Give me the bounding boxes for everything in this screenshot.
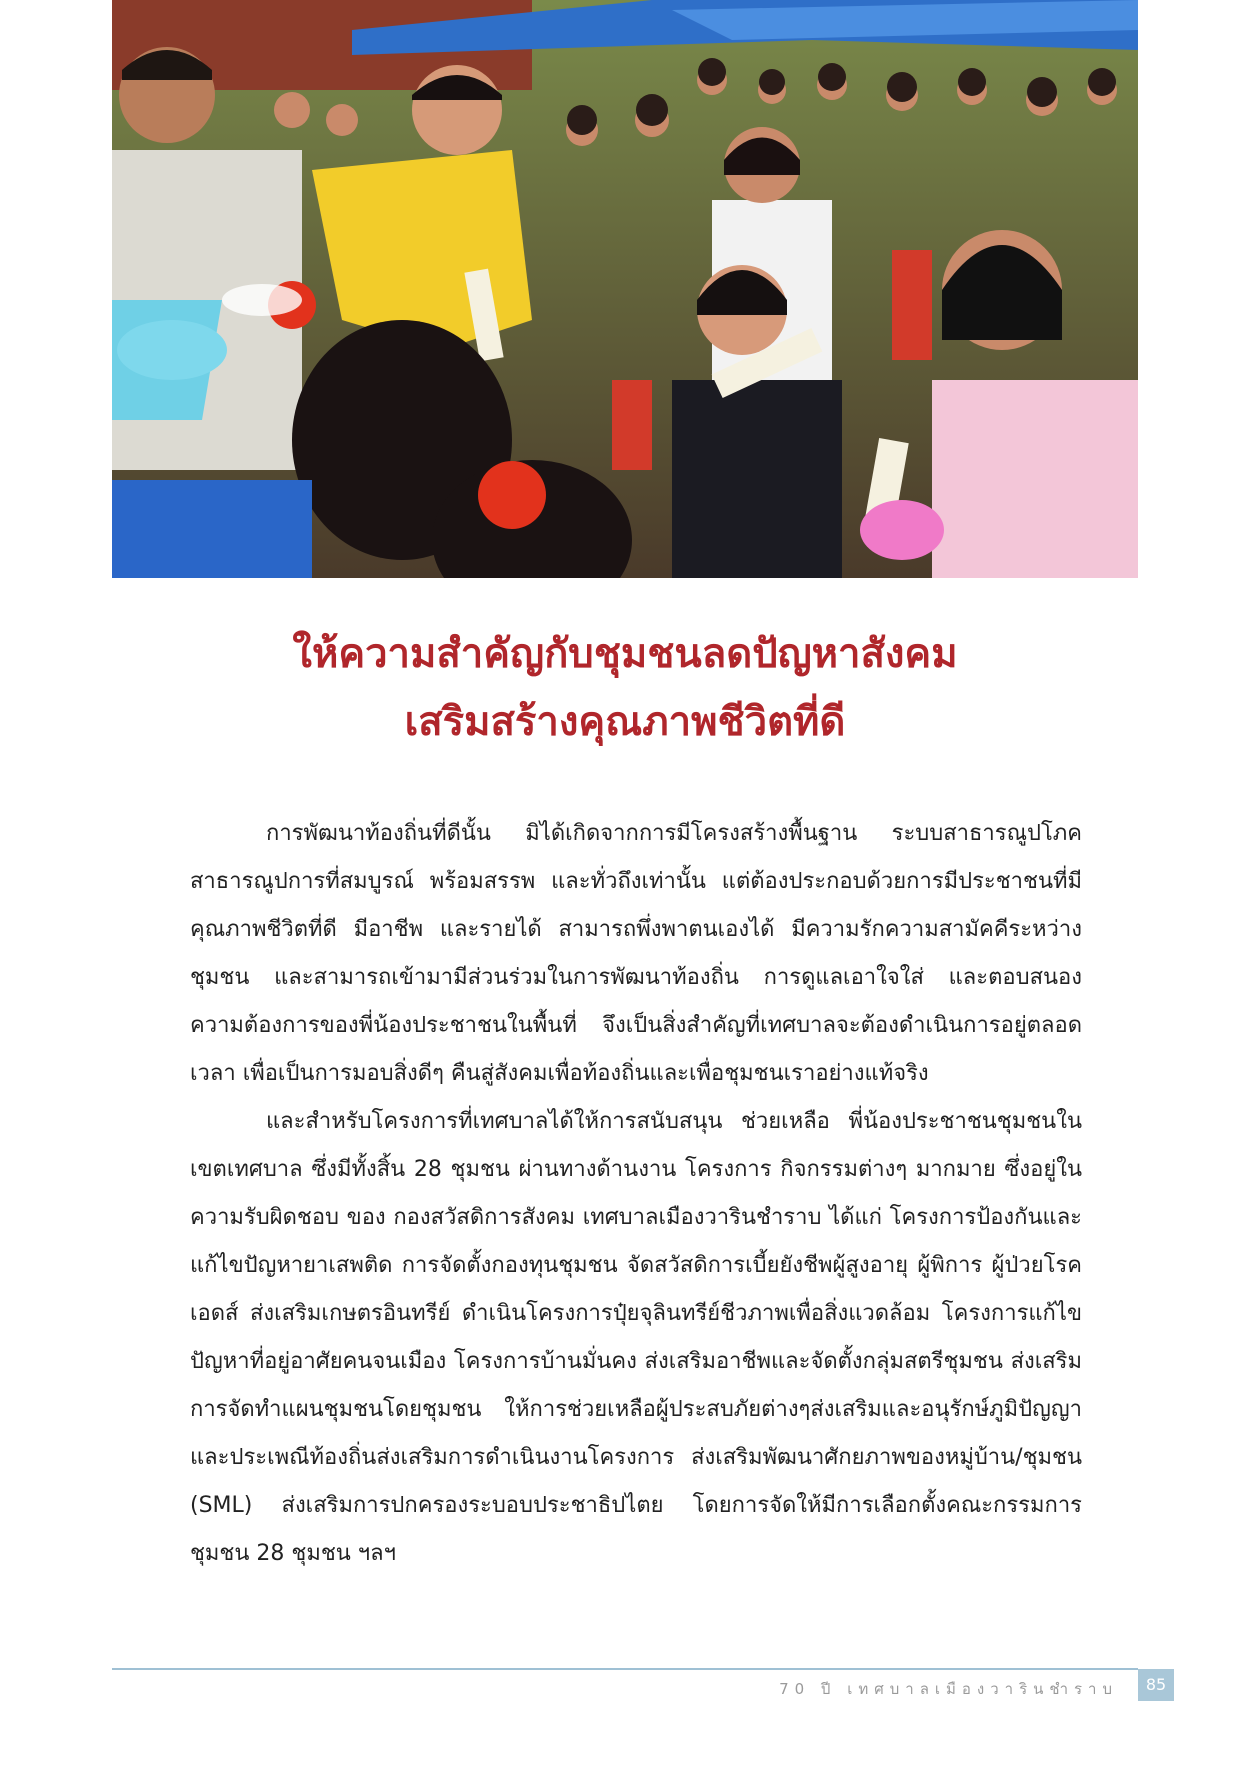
photo-illustration (112, 0, 1138, 578)
footer-running-title: 70 ปี เทศบาลเมืองวารินชำราบ (779, 1680, 1118, 1698)
headline-line-1: ให้ความสำคัญกับชุมชนลดปัญหาสังคม (292, 631, 958, 677)
page-number: 85 (1138, 1669, 1174, 1701)
community-event-photo (112, 0, 1138, 578)
footer-divider (112, 1668, 1138, 1670)
headline-line-2: เสริมสร้างคุณภาพชีวิตที่ดี (404, 699, 846, 745)
paragraph: และสำหรับโครงการที่เทศบาลได้ให้การสนับสนุน ช่วยเหลือ พี่น้องประชาชนชุมชนในเขตเทศบาล ซึ่งมีทั้งสิ้น 28 ชุมชน ผ่านทางด้านงาน โครงการ กิจกรรมต่างๆ มากมาย ซึ่งอยู่ในความรับผิดชอบ ของ กองสวัสดิการสังคม เทศบาลเมืองวารินชำราบ ได้แก่ โครงการป้องกันและแก้ไขปัญหายาเสพติด การจัดตั้งกองทุนชุมชน จัดสวัสดิการเบี้ยยังชีพผู้สูงอายุ ผู้พิการ ผู้ป่วยโรคเอดส์ ส่งเสริมเกษตรอินทรีย์ ดำเนินโครงการปุ๋ยจุลินทรีย์ชีวภาพเพื่อสิ่งแวดล้อม โครงการแก้ไขปัญหาที่อยู่อาศัยคนจนเมือง โครงการบ้านมั่นคง ส่งเสริมอาชีพและจัดตั้งกลุ่มสตรีชุมชน ส่งเสริมการจัดทำแผนชุมชนโดยชุมชน ให้การช่วยเหลือผู้ประสบภัยต่างๆส่งเสริมและอนุรักษ์ภูมิปัญญาและประเพณีท้องถิ่นส่งเสริมการดำเนินงานโครงการ ส่งเสริมพัฒนาศักยภาพของหมู่บ้าน/ชุมชน (SML) ส่งเสริมการปกครองระบอบประชาธิปไตย โดยการจัดให้มีการเลือกตั้งคณะกรรมการชุมชน 28 ชุมชน ฯลฯ (190, 1109, 1082, 1566)
paragraph: การพัฒนาท้องถิ่นที่ดีนั้น มิได้เกิดจากการมีโครงสร้างพื้นฐาน ระบบสาธารณูปโภค สาธารณูปการที่สมบูรณ์ พร้อมสรรพ และทั่วถึงเท่านั้น แต่ต้องประกอบด้วยการมีประชาชนที่มีคุณภาพชีวิตที่ดี มีอาชีพ และรายได้ สามารถพึ่งพาตนเองได้ มีความรักความสามัคคีระหว่างชุมชน และสามารถเข้ามามีส่วนร่วมในการพัฒนาท้องถิ่น การดูแลเอาใจใส่ และตอบสนองความต้องการของพี่น้องประชาชนในพื้นที่ จึงเป็นสิ่งสำคัญที่เทศบาลจะต้องดำเนินการอยู่ตลอดเวลา เพื่อเป็นการมอบสิ่งดีๆ คืนสู่สังคมเพื่อท้องถิ่นและเพื่อชุมชนเราอย่างแท้จริง (190, 821, 1082, 1086)
article-body (190, 810, 1082, 1578)
